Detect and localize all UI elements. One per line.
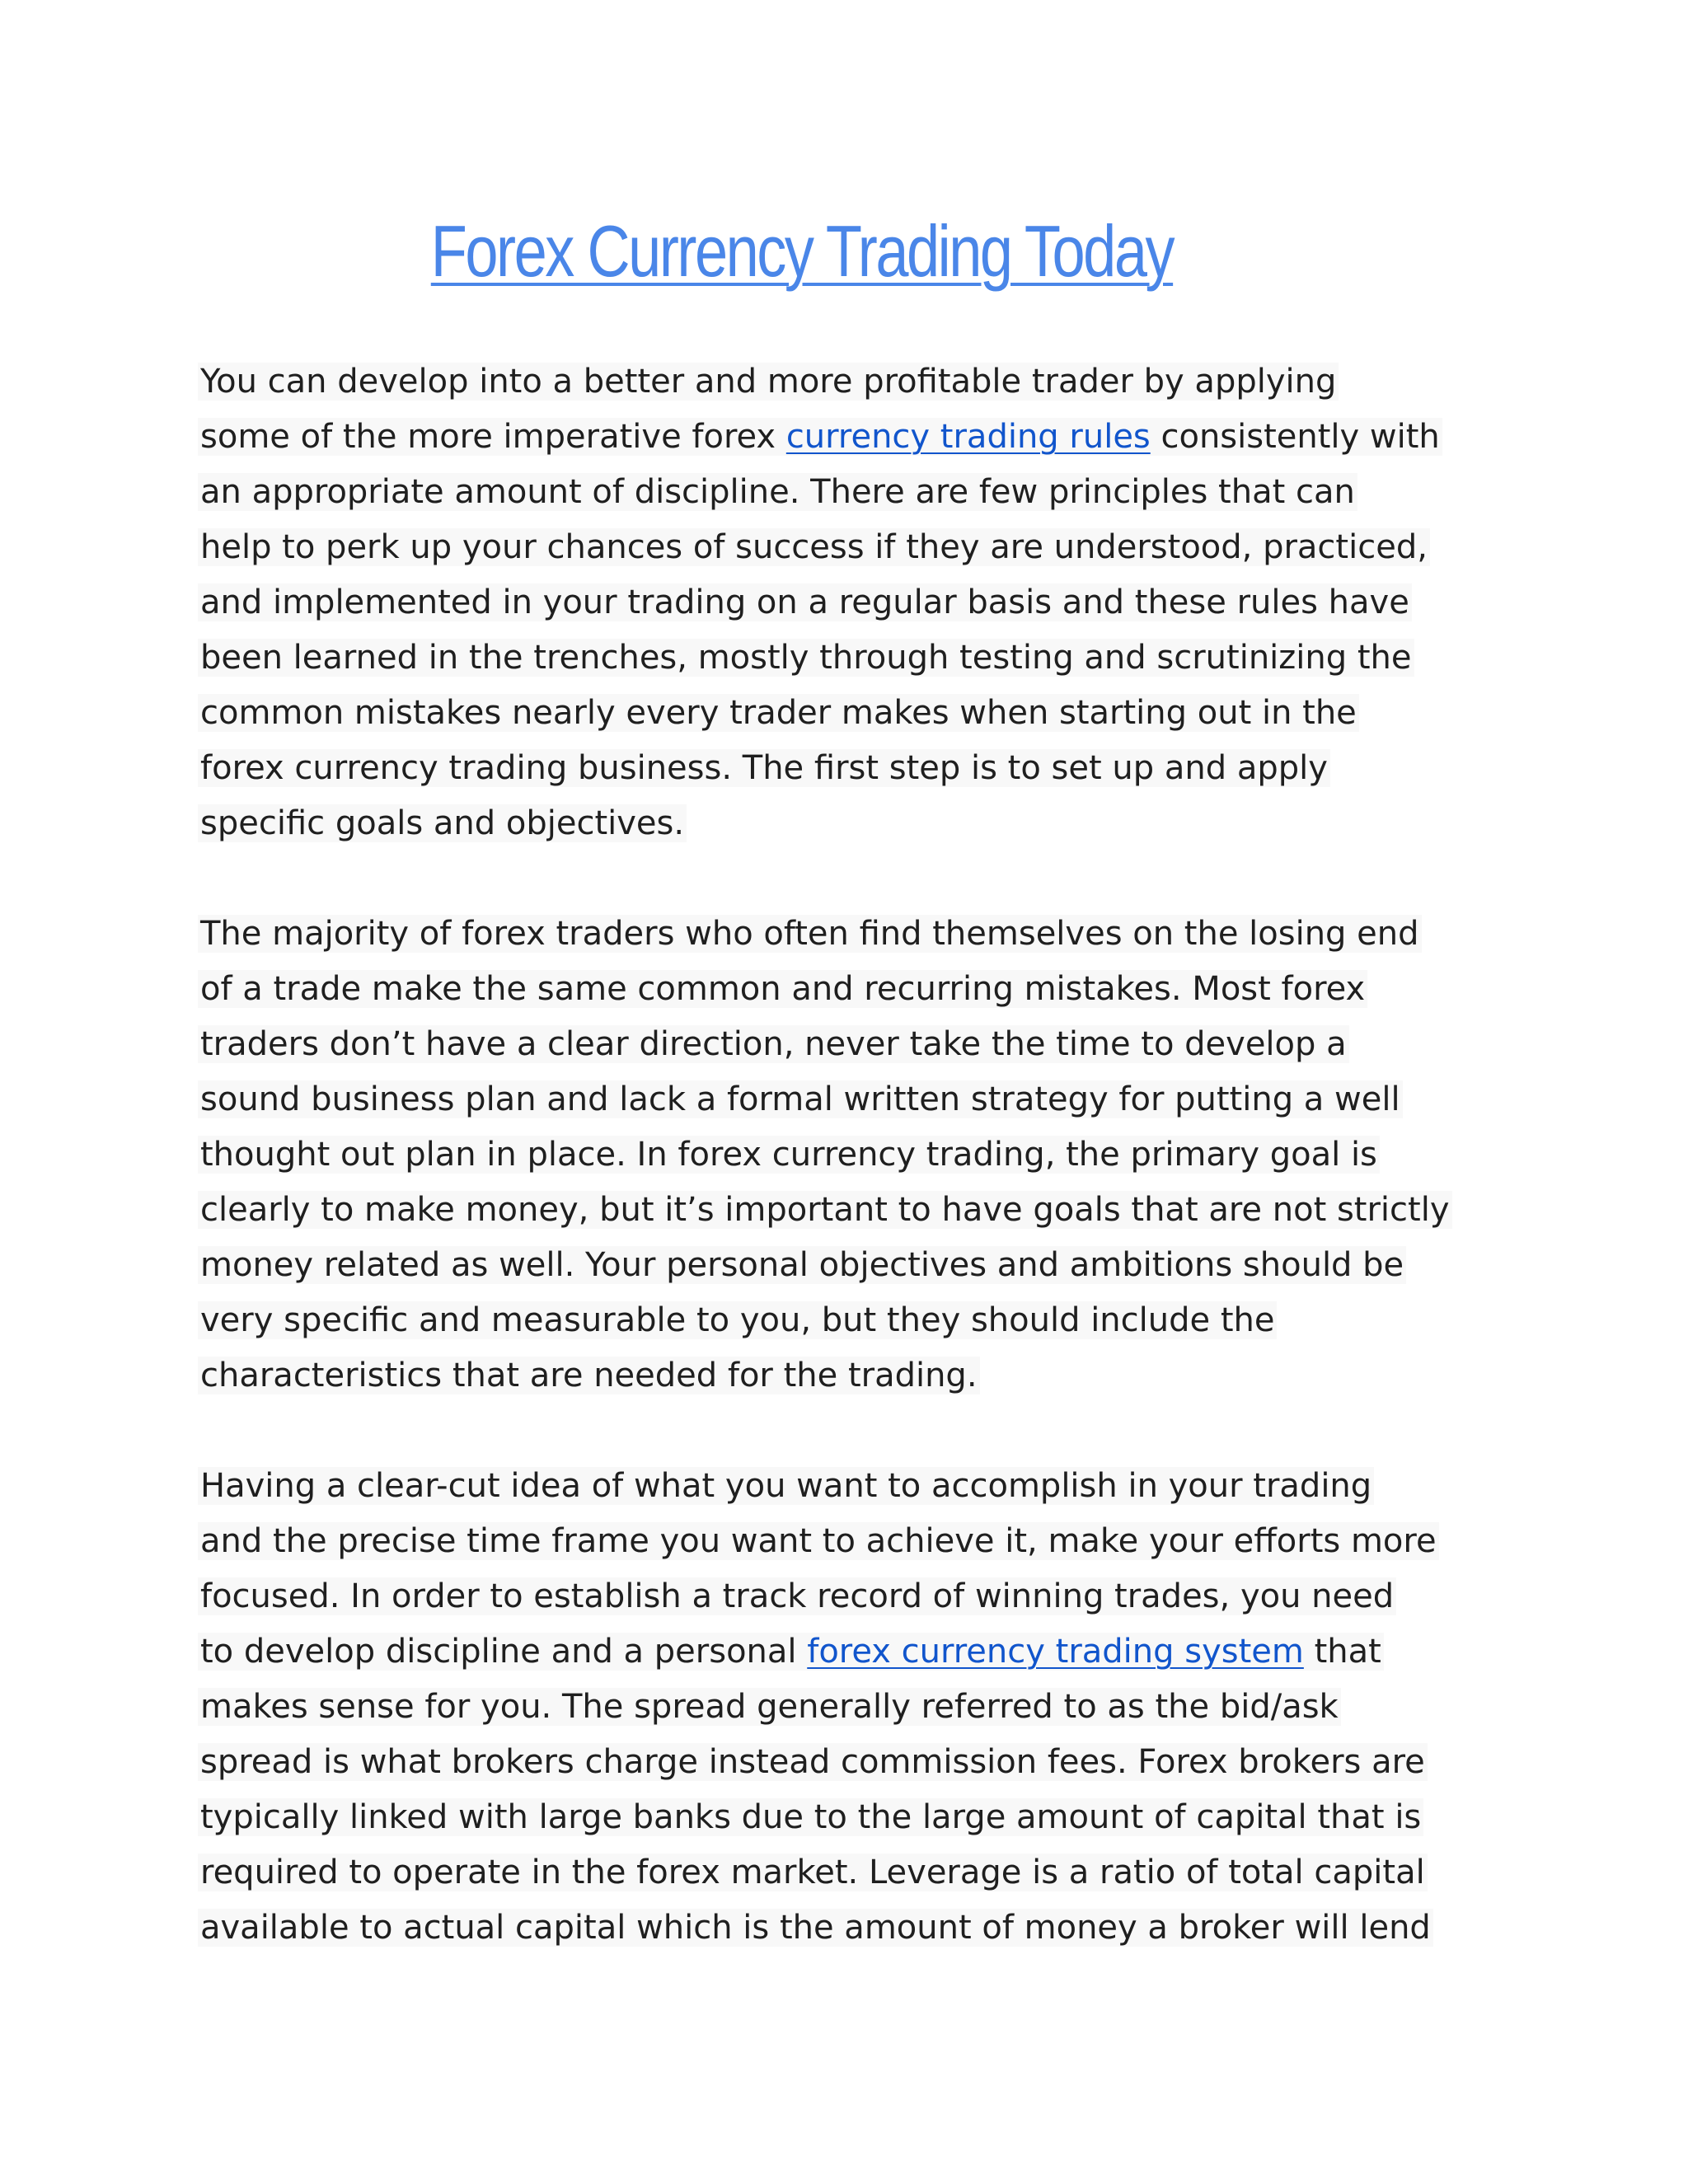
line-text: been learned in the trenches, mostly through testing and scrutinizing the bbox=[198, 639, 1414, 677]
line-text-after-link: that bbox=[1303, 1633, 1381, 1671]
line-text: common mistakes nearly every trader makes when starting out in the bbox=[198, 694, 1359, 732]
document-title bbox=[145, 206, 1460, 297]
line-text: typically linked with large banks due to the large amount of capital that is bbox=[198, 1798, 1423, 1836]
line-text bbox=[198, 418, 1442, 456]
text-line bbox=[198, 1514, 1500, 1569]
line-text: money related as well. Your personal objectives and ambitions should be bbox=[198, 1246, 1406, 1284]
text-line bbox=[198, 1569, 1500, 1624]
text-line bbox=[198, 1127, 1500, 1183]
text-line bbox=[198, 1845, 1500, 1900]
text-line bbox=[198, 410, 1500, 465]
text-line bbox=[198, 1459, 1500, 1514]
text-line bbox=[198, 1238, 1500, 1293]
line-text: You can develop into a better and more profitable trader by applying bbox=[198, 363, 1339, 401]
line-text: The majority of forex traders who often find themselves on the losing end bbox=[198, 915, 1422, 953]
text-line bbox=[198, 1900, 1500, 1956]
text-line bbox=[198, 1348, 1500, 1404]
text-line bbox=[198, 1624, 1500, 1680]
line-text-before-link: to develop discipline and a personal bbox=[200, 1633, 808, 1671]
text-line bbox=[198, 354, 1500, 410]
line-text: specific goals and objectives. bbox=[198, 804, 687, 842]
line-text: spread is what brokers charge instead commission fees. Forex brokers are bbox=[198, 1743, 1428, 1781]
text-line bbox=[198, 907, 1500, 962]
text-line bbox=[198, 1790, 1500, 1845]
line-text: very specific and measurable to you, but they should include the bbox=[198, 1301, 1277, 1339]
line-text: sound business plan and lack a formal written strategy for putting a well bbox=[198, 1080, 1403, 1118]
line-text: an appropriate amount of discipline. There are few principles that can bbox=[198, 473, 1357, 511]
text-line bbox=[198, 630, 1500, 686]
inline-link[interactable]: forex currency trading system bbox=[807, 1633, 1304, 1671]
text-line bbox=[198, 465, 1500, 520]
line-text: forex currency trading business. The first step is to set up and apply bbox=[198, 749, 1330, 787]
line-text bbox=[198, 1633, 1384, 1671]
text-line bbox=[198, 686, 1500, 741]
text-line bbox=[198, 1017, 1500, 1072]
line-text: makes sense for you. The spread generally referred to as the bid/ask bbox=[198, 1688, 1341, 1726]
document-title-text: Forex Currency Trading Today bbox=[430, 210, 1174, 292]
line-text: Having a clear-cut idea of what you want to accomplish in your trading bbox=[198, 1467, 1374, 1505]
text-line bbox=[198, 575, 1500, 630]
text-line bbox=[198, 962, 1500, 1017]
line-text: clearly to make money, but it’s important to have goals that are not strictly bbox=[198, 1191, 1452, 1229]
line-text-after-link: consistently with bbox=[1150, 418, 1440, 456]
text-line bbox=[198, 741, 1500, 796]
text-line bbox=[198, 796, 1500, 851]
document-body bbox=[198, 354, 1500, 2011]
paragraph bbox=[198, 354, 1500, 851]
line-text: and implemented in your trading on a regular basis and these rules have bbox=[198, 583, 1412, 621]
line-text: characteristics that are needed for the trading. bbox=[198, 1357, 980, 1394]
text-line bbox=[198, 1293, 1500, 1348]
paragraph bbox=[198, 907, 1500, 1404]
line-text: of a trade make the same common and recurring mistakes. Most forex bbox=[198, 970, 1367, 1008]
line-text: available to actual capital which is the amount of money a broker will lend bbox=[198, 1909, 1433, 1947]
line-text: traders don’t have a clear direction, never take the time to develop a bbox=[198, 1025, 1349, 1063]
text-line bbox=[198, 1680, 1500, 1735]
line-text: thought out plan in place. In forex currency trading, the primary goal is bbox=[198, 1136, 1380, 1174]
line-text-before-link: some of the more imperative forex bbox=[200, 418, 786, 456]
line-text: focused. In order to establish a track record of winning trades, you need bbox=[198, 1577, 1396, 1615]
inline-link[interactable]: currency trading rules bbox=[785, 418, 1151, 456]
line-text: and the precise time frame you want to achieve it, make your efforts more bbox=[198, 1522, 1439, 1560]
line-text: help to perk up your chances of success if they are understood, practiced, bbox=[198, 528, 1430, 566]
text-line bbox=[198, 1735, 1500, 1790]
text-line bbox=[198, 1183, 1500, 1238]
paragraph bbox=[198, 1459, 1500, 1956]
text-line bbox=[198, 520, 1500, 575]
line-text: required to operate in the forex market. Leverage is a ratio of total capital bbox=[198, 1854, 1428, 1891]
text-line bbox=[198, 1072, 1500, 1127]
